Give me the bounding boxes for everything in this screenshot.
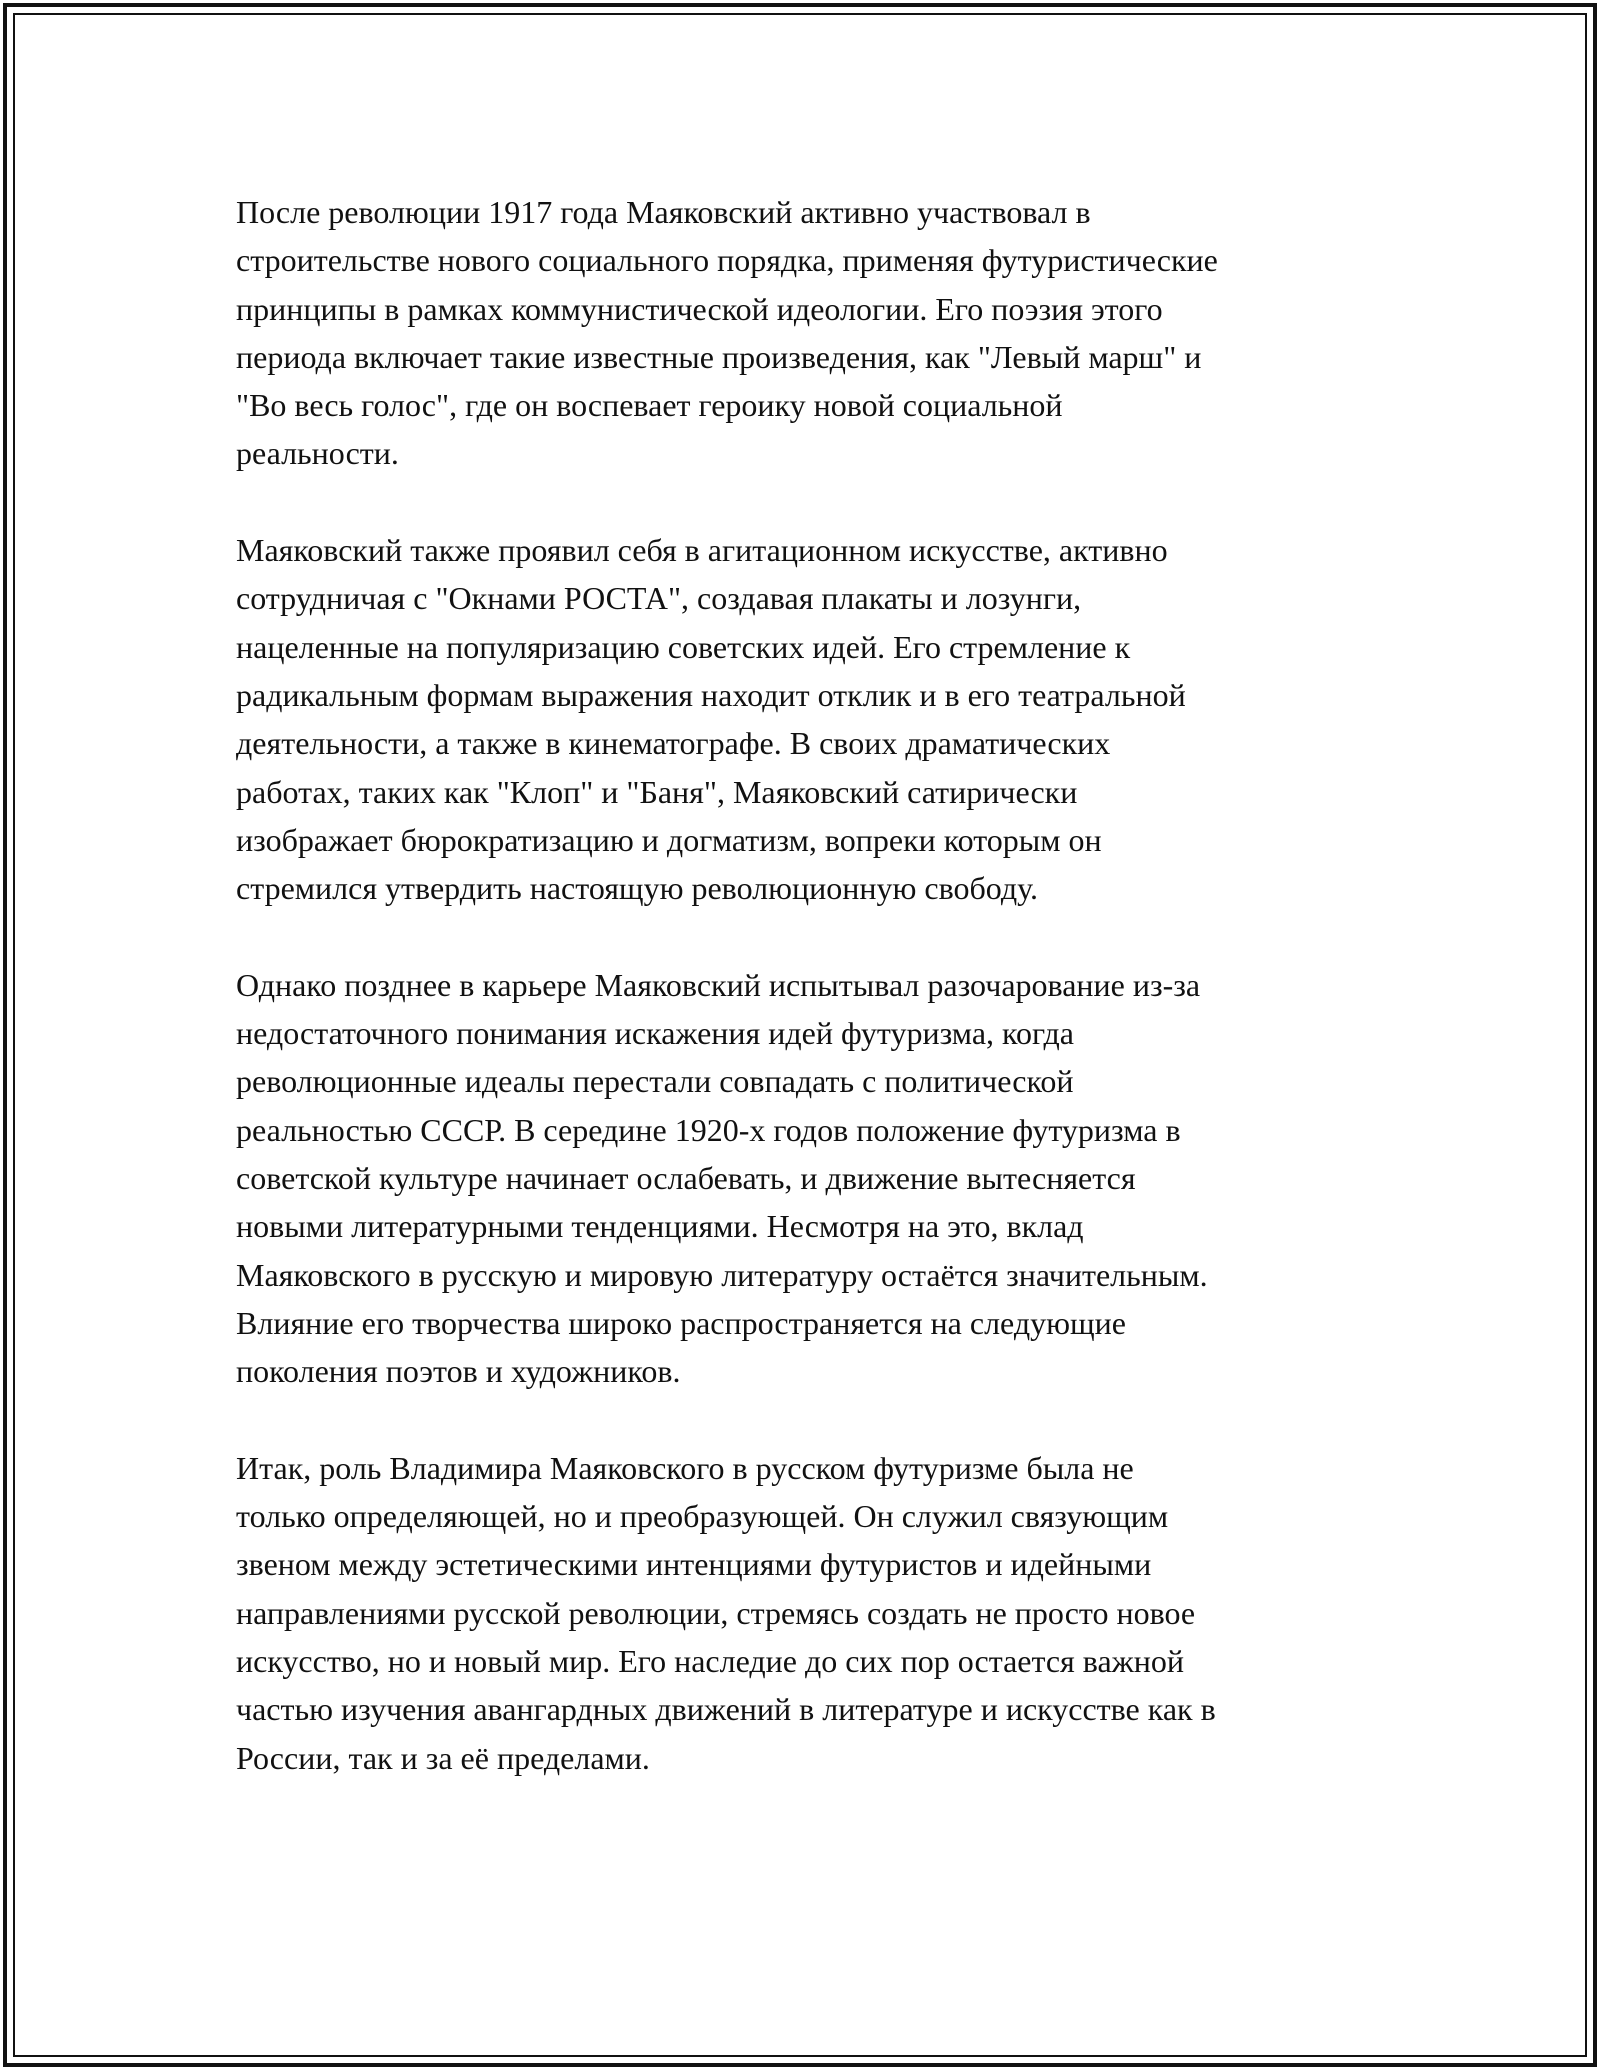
paragraph-conclusion: Итак, роль Владимира Маяковского в русском футуризме была не только определяющей, но и преобразующей. Он служил связующим звеном между эстетическими интенциями футуристов и идейными направлениями русской революции, стремясь создать не просто новое искусство, но и новый мир. Его наследие до сих пор остается важной частью изучения авангардных движений в литературе и искусстве как в России, так и за её пределами.: [236, 1449, 1216, 1776]
paragraph-post-revolution: После революции 1917 года Маяковский активно участвовал в строительстве нового социального порядка, применяя футуристические принципы в рамках коммунистической идеологии. Его поэзия этого периода включает такие известные произведения, как "Левый марш" и "Во весь голос", где он воспевает героику новой социальной реальности.: [236, 194, 1218, 472]
document-body: [236, 188, 1366, 1830]
paragraph-disillusionment: Однако позднее в карьере Маяковский испытывал разочарование из-за недостаточного понимания искажения идей футуризма, когда революционные идеалы перестали совпадать с политической реальностью СССР. В середине 1920-х годов положение футуризма в советской культуре начинает ослабевать, и движение вытесняется новыми литературными тенденциями. Несмотря на это, вклад Маяковского в русскую и мировую литературу остаётся значительным. Влияние его творчества широко распространяется на следующие поколения поэтов и художников.: [236, 966, 1208, 1390]
paragraph-agitation-art: Маяковский также проявил себя в агитационном искусстве, активно сотрудничая с "Окнами РОСТА", создавая плакаты и лозунги, нацеленные на популяризацию советских идей. Его стремление к радикальным формам выражения находит отклик и в его театральной деятельности, а также в кинематографе. В своих драматических работах, таких как "Клоп" и "Баня", Маяковский сатирически изображает бюрократизацию и догматизм, вопреки которым он стремился утвердить настоящую революционную свободу.: [236, 532, 1186, 907]
